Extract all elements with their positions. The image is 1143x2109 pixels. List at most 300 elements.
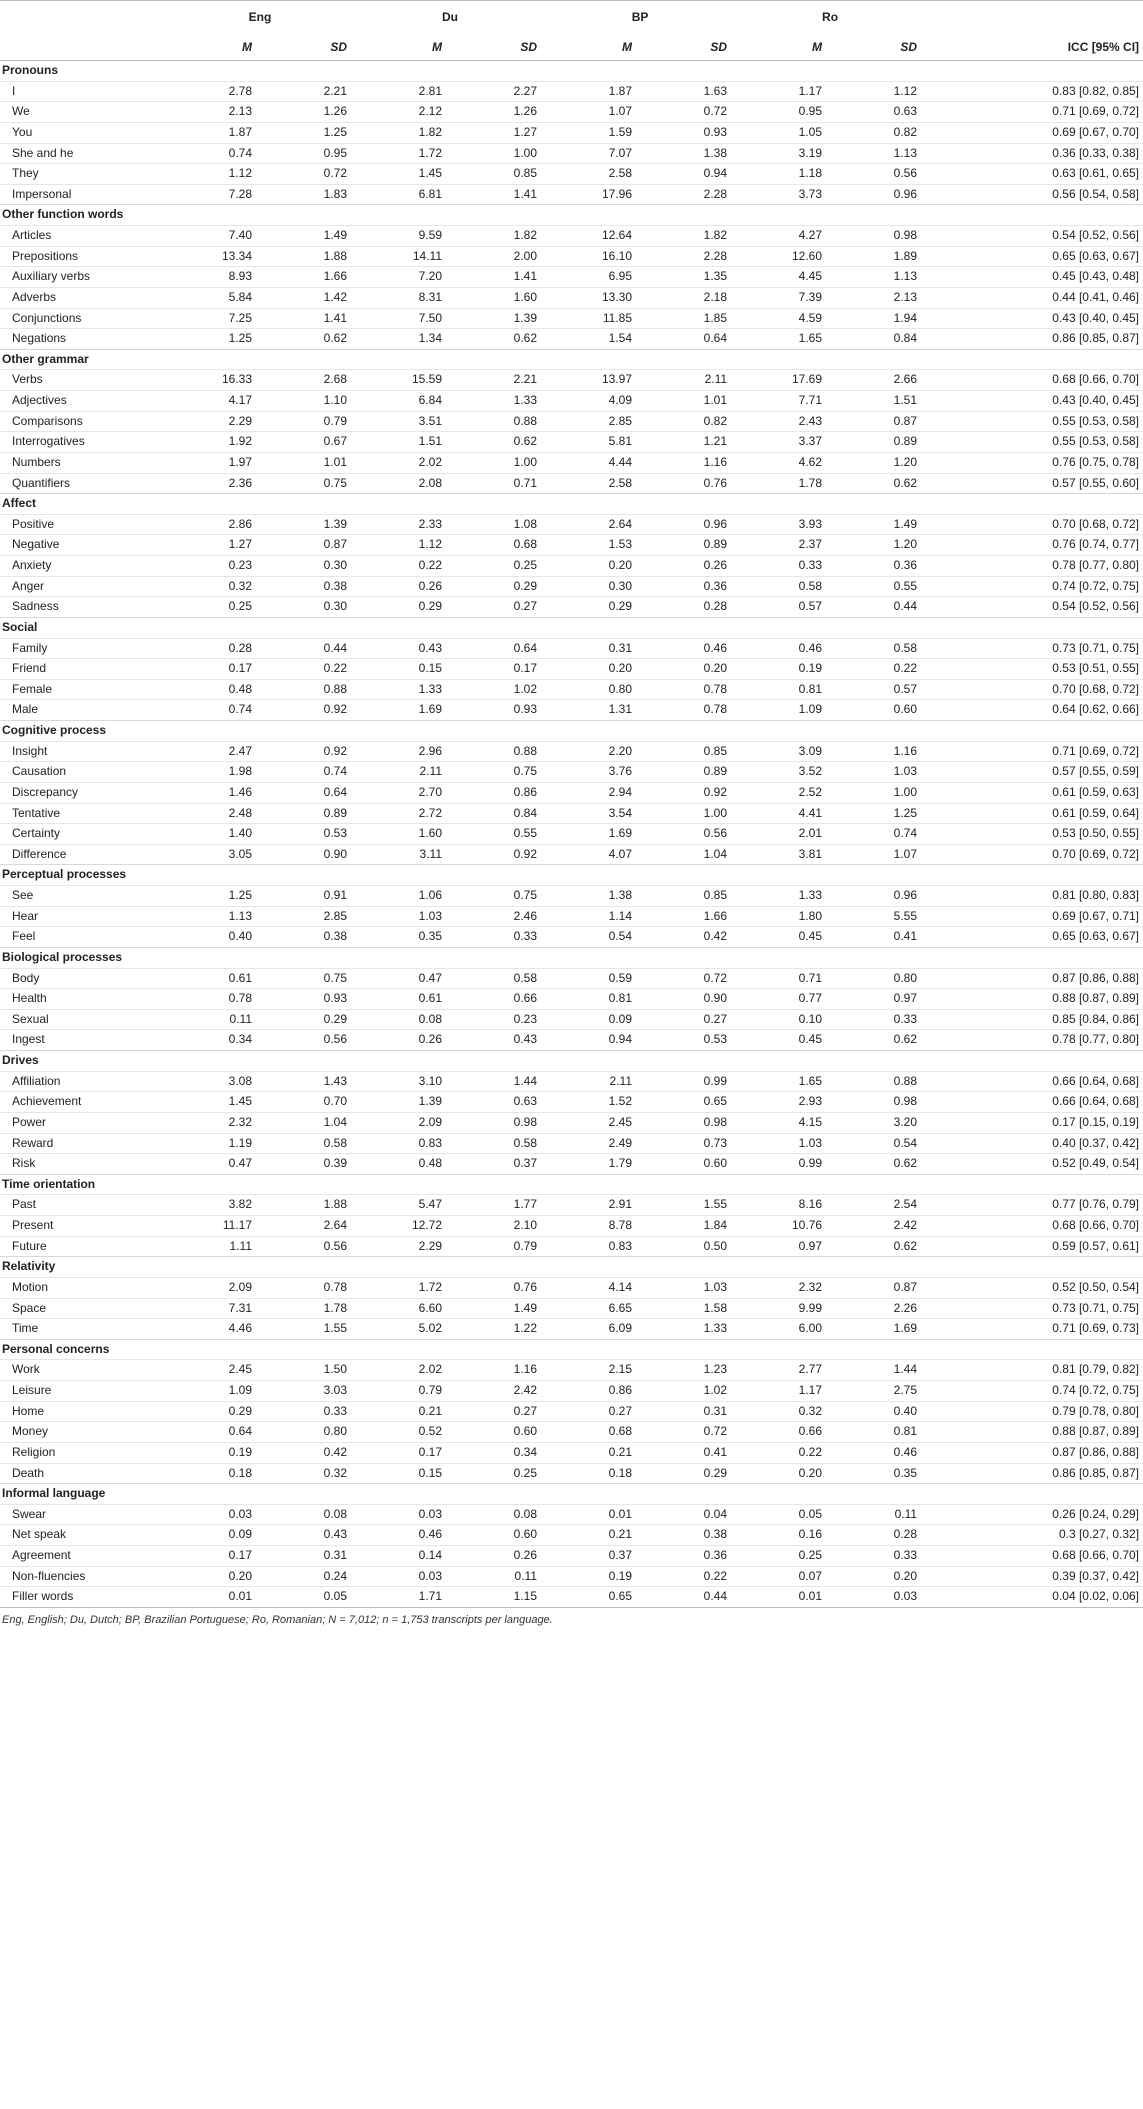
mean-cell: 0.31 (545, 638, 640, 659)
sd-cell: 0.42 (640, 927, 735, 948)
sd-cell: 0.80 (830, 968, 925, 989)
mean-cell: 0.20 (165, 1566, 260, 1587)
mean-cell: 9.99 (735, 1298, 830, 1319)
mean-cell: 4.41 (735, 803, 830, 824)
mean-cell: 0.64 (165, 1422, 260, 1443)
mean-cell: 15.59 (355, 370, 450, 391)
sd-cell: 1.01 (260, 452, 355, 473)
sd-cell: 0.65 (640, 1092, 735, 1113)
mean-cell: 14.11 (355, 246, 450, 267)
sd-cell: 0.94 (640, 164, 735, 185)
mean-cell: 1.13 (165, 906, 260, 927)
icc-cell: 0.26 [0.24, 0.29] (925, 1504, 1143, 1525)
mean-cell: 5.84 (165, 287, 260, 308)
mean-cell: 7.39 (735, 287, 830, 308)
mean-cell: 0.94 (545, 1030, 640, 1051)
sd-cell: 1.22 (450, 1319, 545, 1340)
sd-cell: 0.44 (830, 597, 925, 618)
icc-cell: 0.63 [0.61, 0.65] (925, 164, 1143, 185)
mean-cell: 1.45 (355, 164, 450, 185)
icc-cell: 0.54 [0.52, 0.56] (925, 597, 1143, 618)
section-title: Social (0, 617, 1143, 638)
row-label: Future (0, 1236, 165, 1257)
icc-cell: 0.43 [0.40, 0.45] (925, 391, 1143, 412)
mean-cell: 0.22 (735, 1442, 830, 1463)
sd-cell: 1.49 (830, 514, 925, 535)
sd-cell: 0.89 (640, 762, 735, 783)
sd-cell: 1.21 (640, 432, 735, 453)
icc-cell: 0.76 [0.74, 0.77] (925, 535, 1143, 556)
mean-cell: 2.78 (165, 81, 260, 102)
mean-cell: 4.45 (735, 267, 830, 288)
sd-cell: 0.27 (450, 1401, 545, 1422)
mean-cell: 0.46 (355, 1525, 450, 1546)
mean-cell: 3.37 (735, 432, 830, 453)
sd-cell: 1.43 (260, 1071, 355, 1092)
row-label: Health (0, 989, 165, 1010)
sd-cell: 1.25 (830, 803, 925, 824)
row-label: They (0, 164, 165, 185)
mean-cell: 0.48 (165, 679, 260, 700)
icc-cell: 0.71 [0.69, 0.72] (925, 741, 1143, 762)
table-row (0, 1319, 1143, 1340)
sd-cell: 0.81 (830, 1422, 925, 1443)
table-row (0, 452, 1143, 473)
icc-cell: 0.70 [0.69, 0.72] (925, 844, 1143, 865)
table-row (0, 122, 1143, 143)
icc-cell: 0.59 [0.57, 0.61] (925, 1236, 1143, 1257)
table-row (0, 844, 1143, 865)
icc-cell: 0.54 [0.52, 0.56] (925, 226, 1143, 247)
sd-cell: 0.40 (830, 1401, 925, 1422)
sd-cell: 2.42 (450, 1381, 545, 1402)
section-header-row (0, 1484, 1143, 1505)
mean-cell: 7.20 (355, 267, 450, 288)
table-row (0, 1442, 1143, 1463)
mean-cell: 1.12 (355, 535, 450, 556)
mean-cell: 1.17 (735, 1381, 830, 1402)
table-row (0, 886, 1143, 907)
table-row (0, 267, 1143, 288)
sd-cell: 0.90 (640, 989, 735, 1010)
sd-cell: 1.03 (830, 762, 925, 783)
mean-cell: 0.25 (165, 597, 260, 618)
sd-cell: 0.93 (260, 989, 355, 1010)
row-label: Female (0, 679, 165, 700)
icc-cell: 0.17 [0.15, 0.19] (925, 1112, 1143, 1133)
sd-cell: 0.36 (640, 1546, 735, 1567)
sd-cell: 0.33 (830, 1009, 925, 1030)
sd-cell: 1.66 (260, 267, 355, 288)
table-row (0, 1401, 1143, 1422)
sd-cell: 0.25 (450, 556, 545, 577)
mean-cell: 1.65 (735, 329, 830, 350)
sd-cell: 0.46 (640, 638, 735, 659)
sd-cell: 5.55 (830, 906, 925, 927)
mean-cell: 2.08 (355, 473, 450, 494)
mean-cell: 1.72 (355, 1277, 450, 1298)
sd-cell: 1.94 (830, 308, 925, 329)
mean-cell: 0.71 (735, 968, 830, 989)
mean-cell: 6.60 (355, 1298, 450, 1319)
table-row (0, 287, 1143, 308)
mean-cell: 4.17 (165, 391, 260, 412)
sd-cell: 0.79 (450, 1236, 545, 1257)
sd-cell: 0.66 (450, 989, 545, 1010)
mean-cell: 2.52 (735, 782, 830, 803)
mean-cell: 1.80 (735, 906, 830, 927)
mean-cell: 4.14 (545, 1277, 640, 1298)
table-row (0, 514, 1143, 535)
sd-cell: 1.12 (830, 81, 925, 102)
mean-cell: 2.94 (545, 782, 640, 803)
sd-cell: 1.44 (450, 1071, 545, 1092)
mean-cell: 12.72 (355, 1216, 450, 1237)
sd-cell: 0.86 (450, 782, 545, 803)
row-label: Power (0, 1112, 165, 1133)
mean-cell: 0.47 (355, 968, 450, 989)
mean-cell: 1.97 (165, 452, 260, 473)
section-title: Pronouns (0, 61, 1143, 82)
icc-cell: 0.69 [0.67, 0.70] (925, 122, 1143, 143)
row-label: Insight (0, 741, 165, 762)
sd-cell: 0.29 (450, 576, 545, 597)
section-header-row (0, 349, 1143, 370)
mean-cell: 4.62 (735, 452, 830, 473)
sd-cell: 0.11 (450, 1566, 545, 1587)
row-label: Causation (0, 762, 165, 783)
sd-cell: 1.00 (450, 143, 545, 164)
mean-cell: 3.81 (735, 844, 830, 865)
sd-cell: 1.41 (260, 308, 355, 329)
row-label: Adverbs (0, 287, 165, 308)
mean-cell: 0.40 (165, 927, 260, 948)
sd-cell: 0.44 (640, 1587, 735, 1608)
sd-cell: 0.22 (260, 659, 355, 680)
sd-cell: 1.83 (260, 184, 355, 205)
mean-cell: 0.97 (735, 1236, 830, 1257)
section-header-row (0, 1051, 1143, 1072)
table-row (0, 370, 1143, 391)
sd-cell: 1.16 (830, 741, 925, 762)
mean-cell: 6.84 (355, 391, 450, 412)
empty-header-cell (0, 34, 165, 61)
row-label: Tentative (0, 803, 165, 824)
table-row (0, 308, 1143, 329)
mean-cell: 1.82 (355, 122, 450, 143)
m-header: M (545, 34, 640, 61)
mean-cell: 0.32 (735, 1401, 830, 1422)
sd-cell: 2.21 (260, 81, 355, 102)
mean-cell: 11.17 (165, 1216, 260, 1237)
mean-cell: 2.47 (165, 741, 260, 762)
section-header-row (0, 721, 1143, 742)
mean-cell: 0.19 (165, 1442, 260, 1463)
mean-cell: 2.91 (545, 1195, 640, 1216)
icc-cell: 0.69 [0.67, 0.71] (925, 906, 1143, 927)
mean-cell: 0.61 (355, 989, 450, 1010)
icc-cell: 0.57 [0.55, 0.59] (925, 762, 1143, 783)
mean-cell: 0.30 (545, 576, 640, 597)
mean-cell: 0.35 (355, 927, 450, 948)
sd-cell: 0.37 (450, 1154, 545, 1175)
mean-cell: 2.29 (355, 1236, 450, 1257)
mean-cell: 1.25 (165, 886, 260, 907)
icc-cell: 0.71 [0.69, 0.73] (925, 1319, 1143, 1340)
mean-cell: 3.19 (735, 143, 830, 164)
mean-cell: 0.11 (165, 1009, 260, 1030)
row-label: Feel (0, 927, 165, 948)
table-row (0, 143, 1143, 164)
sd-cell: 1.26 (260, 102, 355, 123)
mean-cell: 3.08 (165, 1071, 260, 1092)
sd-cell: 0.76 (640, 473, 735, 494)
icc-cell: 0.88 [0.87, 0.89] (925, 989, 1143, 1010)
sd-cell: 0.60 (640, 1154, 735, 1175)
mean-cell: 7.07 (545, 143, 640, 164)
sd-cell: 0.84 (450, 803, 545, 824)
table-row (0, 411, 1143, 432)
sd-cell: 2.42 (830, 1216, 925, 1237)
sd-header: SD (450, 34, 545, 61)
section-title: Informal language (0, 1484, 1143, 1505)
row-label: Articles (0, 226, 165, 247)
sd-cell: 0.98 (830, 226, 925, 247)
icc-cell: 0.43 [0.40, 0.45] (925, 308, 1143, 329)
icc-cell: 0.66 [0.64, 0.68] (925, 1071, 1143, 1092)
sd-cell: 0.56 (640, 824, 735, 845)
mean-cell: 0.03 (355, 1566, 450, 1587)
mean-cell: 1.79 (545, 1154, 640, 1175)
section-title: Other grammar (0, 349, 1143, 370)
table-row (0, 1504, 1143, 1525)
mean-cell: 6.65 (545, 1298, 640, 1319)
sd-cell: 2.13 (830, 287, 925, 308)
mean-cell: 1.39 (355, 1092, 450, 1113)
table-row (0, 1133, 1143, 1154)
icc-cell: 0.78 [0.77, 0.80] (925, 556, 1143, 577)
table-row (0, 659, 1143, 680)
icc-cell: 0.64 [0.62, 0.66] (925, 700, 1143, 721)
sd-cell: 0.26 (450, 1546, 545, 1567)
mean-cell: 0.79 (355, 1381, 450, 1402)
section-title: Time orientation (0, 1174, 1143, 1195)
row-label: Body (0, 968, 165, 989)
table-row (0, 1216, 1143, 1237)
row-label: Reward (0, 1133, 165, 1154)
sd-cell: 0.39 (260, 1154, 355, 1175)
sd-cell: 0.27 (450, 597, 545, 618)
icc-cell: 0.61 [0.59, 0.64] (925, 803, 1143, 824)
mean-cell: 0.29 (545, 597, 640, 618)
row-label: Sexual (0, 1009, 165, 1030)
mean-cell: 2.13 (165, 102, 260, 123)
sd-cell: 0.88 (450, 411, 545, 432)
sd-cell: 1.82 (450, 226, 545, 247)
row-label: Swear (0, 1504, 165, 1525)
mean-cell: 1.27 (165, 535, 260, 556)
sd-cell: 0.92 (260, 700, 355, 721)
sd-cell: 0.75 (260, 473, 355, 494)
mean-cell: 0.23 (165, 556, 260, 577)
icc-cell: 0.56 [0.54, 0.58] (925, 184, 1143, 205)
row-label: Difference (0, 844, 165, 865)
mean-cell: 0.58 (735, 576, 830, 597)
sd-cell: 0.95 (260, 143, 355, 164)
sd-cell: 2.64 (260, 1216, 355, 1237)
sd-cell: 1.16 (450, 1360, 545, 1381)
mean-cell: 4.09 (545, 391, 640, 412)
sd-cell: 0.28 (640, 597, 735, 618)
section-header-row (0, 617, 1143, 638)
sd-cell: 1.04 (640, 844, 735, 865)
table-row (0, 1236, 1143, 1257)
row-label: See (0, 886, 165, 907)
mean-cell: 1.46 (165, 782, 260, 803)
icc-cell: 0.86 [0.85, 0.87] (925, 329, 1143, 350)
mean-cell: 1.17 (735, 81, 830, 102)
sd-cell: 0.89 (830, 432, 925, 453)
row-label: Ingest (0, 1030, 165, 1051)
mean-cell: 7.28 (165, 184, 260, 205)
mean-cell: 0.15 (355, 1463, 450, 1484)
row-label: Quantifiers (0, 473, 165, 494)
mean-cell: 0.08 (355, 1009, 450, 1030)
sd-cell: 0.88 (450, 741, 545, 762)
sd-cell: 1.03 (640, 1277, 735, 1298)
mean-cell: 1.25 (165, 329, 260, 350)
mean-cell: 8.93 (165, 267, 260, 288)
mean-cell: 2.37 (735, 535, 830, 556)
sd-cell: 1.63 (640, 81, 735, 102)
section-title: Drives (0, 1051, 1143, 1072)
row-label: Negations (0, 329, 165, 350)
sd-cell: 1.89 (830, 246, 925, 267)
mean-cell: 3.76 (545, 762, 640, 783)
icc-cell: 0.68 [0.66, 0.70] (925, 1546, 1143, 1567)
sd-cell: 0.98 (640, 1112, 735, 1133)
sd-cell: 0.98 (830, 1092, 925, 1113)
icc-cell: 0.77 [0.76, 0.79] (925, 1195, 1143, 1216)
sd-cell: 0.64 (640, 329, 735, 350)
sd-cell: 0.64 (450, 638, 545, 659)
mean-cell: 17.96 (545, 184, 640, 205)
table-row (0, 762, 1143, 783)
mean-cell: 0.01 (545, 1504, 640, 1525)
mean-cell: 0.37 (545, 1546, 640, 1567)
section-header-row (0, 865, 1143, 886)
language-header-ro: Ro (735, 1, 925, 35)
sd-cell: 0.72 (640, 968, 735, 989)
mean-cell: 8.78 (545, 1216, 640, 1237)
sd-cell: 0.71 (450, 473, 545, 494)
mean-cell: 1.18 (735, 164, 830, 185)
sd-cell: 0.72 (260, 164, 355, 185)
sd-cell: 1.25 (260, 122, 355, 143)
language-header-eng: Eng (165, 1, 355, 35)
sd-cell: 0.58 (450, 1133, 545, 1154)
section-title: Relativity (0, 1257, 1143, 1278)
table-row (0, 1360, 1143, 1381)
mean-cell: 0.16 (735, 1525, 830, 1546)
sd-cell: 0.56 (260, 1236, 355, 1257)
table-row (0, 597, 1143, 618)
sd-cell: 0.82 (830, 122, 925, 143)
mean-cell: 0.68 (545, 1422, 640, 1443)
sd-cell: 1.84 (640, 1216, 735, 1237)
sd-cell: 0.31 (260, 1546, 355, 1567)
language-header-bp: BP (545, 1, 735, 35)
mean-cell: 0.27 (545, 1401, 640, 1422)
mean-cell: 2.09 (355, 1112, 450, 1133)
mean-cell: 0.65 (545, 1587, 640, 1608)
icc-cell: 0.36 [0.33, 0.38] (925, 143, 1143, 164)
row-label: Risk (0, 1154, 165, 1175)
sd-cell: 0.97 (830, 989, 925, 1010)
sd-cell: 1.07 (830, 844, 925, 865)
row-label: Conjunctions (0, 308, 165, 329)
mean-cell: 0.01 (165, 1587, 260, 1608)
sd-cell: 1.33 (640, 1319, 735, 1340)
row-label: Anxiety (0, 556, 165, 577)
mean-cell: 0.59 (545, 968, 640, 989)
mean-cell: 6.00 (735, 1319, 830, 1340)
sd-cell: 0.73 (640, 1133, 735, 1154)
sd-cell: 0.91 (260, 886, 355, 907)
table-row (0, 1071, 1143, 1092)
sd-cell: 1.60 (450, 287, 545, 308)
table-body (0, 61, 1143, 1608)
row-label: Family (0, 638, 165, 659)
row-label: Negative (0, 535, 165, 556)
icc-cell: 0.87 [0.86, 0.88] (925, 1442, 1143, 1463)
sd-cell: 0.89 (260, 803, 355, 824)
sd-cell: 0.93 (450, 700, 545, 721)
mean-cell: 1.05 (735, 122, 830, 143)
sd-cell: 0.44 (260, 638, 355, 659)
mean-cell: 0.34 (165, 1030, 260, 1051)
sd-cell: 2.27 (450, 81, 545, 102)
sd-cell: 0.75 (260, 968, 355, 989)
sd-cell: 1.85 (640, 308, 735, 329)
mean-cell: 1.60 (355, 824, 450, 845)
section-title: Biological processes (0, 947, 1143, 968)
icc-cell: 0.85 [0.84, 0.86] (925, 1009, 1143, 1030)
table-row (0, 1525, 1143, 1546)
sd-cell: 0.68 (450, 535, 545, 556)
mean-cell: 0.57 (735, 597, 830, 618)
icc-cell: 0.04 [0.02, 0.06] (925, 1587, 1143, 1608)
mean-cell: 0.01 (735, 1587, 830, 1608)
table-row (0, 1092, 1143, 1113)
row-label: Motion (0, 1277, 165, 1298)
sd-cell: 1.00 (450, 452, 545, 473)
sd-cell: 0.03 (830, 1587, 925, 1608)
mean-cell: 0.29 (165, 1401, 260, 1422)
mean-cell: 17.69 (735, 370, 830, 391)
sd-cell: 0.55 (830, 576, 925, 597)
sd-cell: 1.35 (640, 267, 735, 288)
sd-cell: 0.08 (260, 1504, 355, 1525)
mean-cell: 0.29 (355, 597, 450, 618)
row-label: Achievement (0, 1092, 165, 1113)
sd-cell: 2.54 (830, 1195, 925, 1216)
sd-cell: 2.46 (450, 906, 545, 927)
section-title: Affect (0, 494, 1143, 515)
row-label: Friend (0, 659, 165, 680)
mean-cell: 1.98 (165, 762, 260, 783)
sd-cell: 1.23 (640, 1360, 735, 1381)
